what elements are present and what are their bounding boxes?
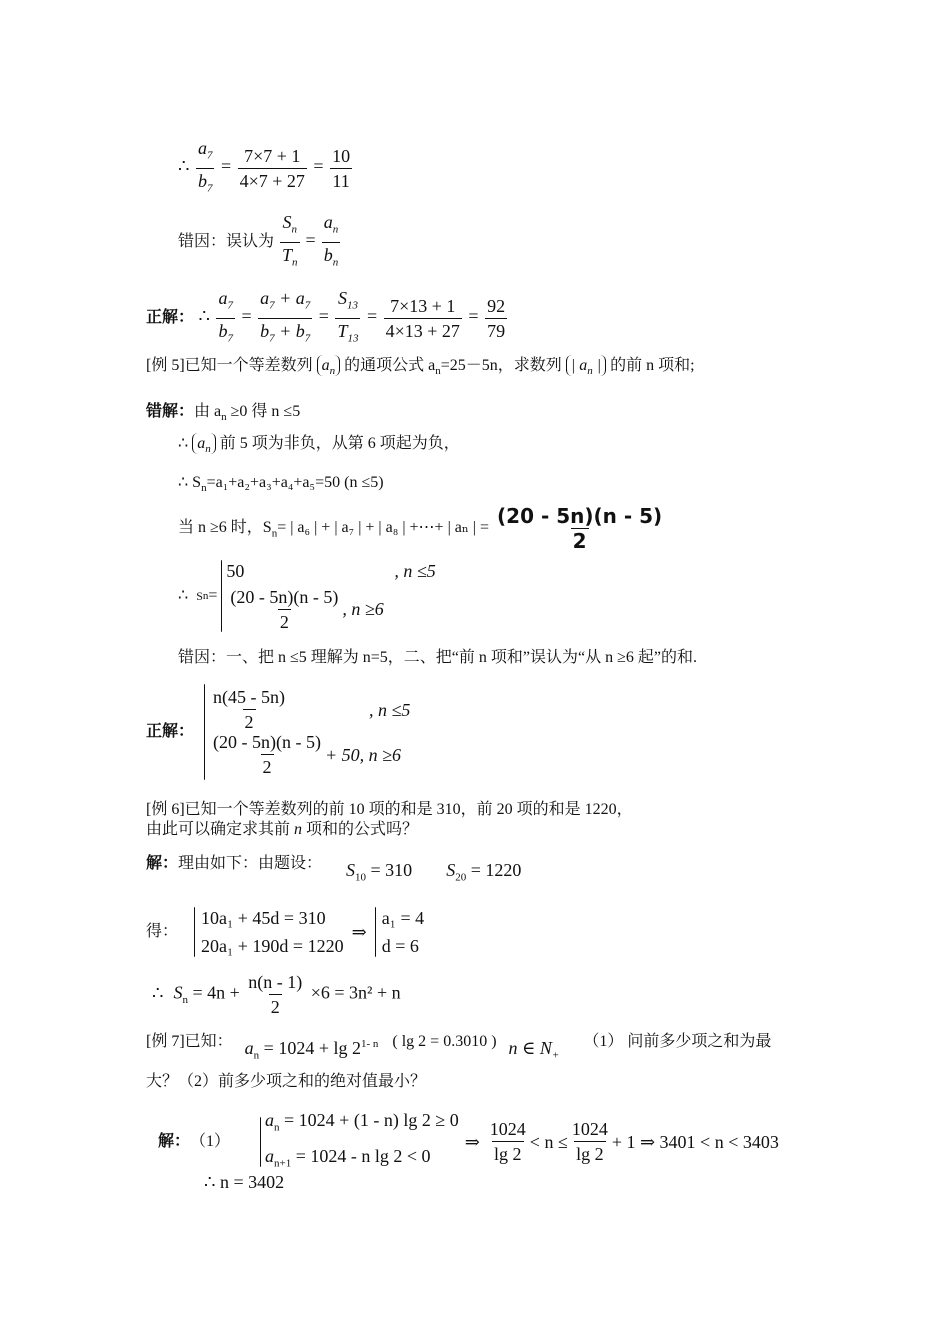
correct-solution-1: 正解： ∴ $\frac{a_7}{b_7}$ = $\frac{a_7 + a_7}{b_7 + b_7}$ = $\frac{S_{13}}{T_{13}}$ = $\frac{7\times 13 + 1}{4\times 13 + 27}$ = $\frac{92}{79}$ (146, 288, 509, 348)
wrong-step-5: ∴ S n = 50 , n ≤5 $\frac{(20 - 5n)(n - 5)}{2}$ , n ≥6 (178, 560, 436, 632)
wrong-step-3: ∴ $S_n=a_1+a_2+a_3+a_4+a_5=50$ (n ≤5) (178, 474, 384, 495)
correct-solution-5: 正解： $\frac{n(45 - 5n)}{2}$ , n ≤5 $\frac{(20 - 5n)(n - 5)}{2}$ + 50, n ≥6 (146, 684, 410, 780)
system-6: 得： 10a₁ + 45d = 310 20a₁ + 190d = 1220 ⇒ a₁ = 4 d = 6 (146, 908, 425, 956)
example-7-line2: 大？（2）前多少项之和的绝对值最小？ (146, 1073, 427, 1090)
solution-6: 解：理由如下：由题设： $S_{10} = 310$ $S_{20} = 1220$ (146, 855, 522, 884)
solution-7: 解： （1） $a_n = 1024 + (1 - n)$ lg 2 ≥ 0 $a_{n+1} = 1024 - n$ lg 2 < 0 ⇒ $\frac{1024}{\lg 2}$ < n ≤ $\frac{1024}{\lg 2}$ + 1 ⇒ 3401 < n < 3403 (158, 1110, 779, 1170)
example-7: [例 7]已知： $a_n = 1024 + \lg 2^{1- n}$ ( lg 2 = 0.3010 ) n ∈ $N_+$ （1） 问前多少项之和为最 (146, 1033, 772, 1062)
final-answer: ∴ n = 3402 (204, 1172, 285, 1192)
wrong-step-2: ∴ $a_n$ 前 5 项为非负，从第 6 项起为负， (178, 435, 460, 456)
wrong-solution-label: 错解：由 $a_n \ge 0$ 得 n ≤5 (146, 403, 301, 424)
sum-formula: ∴ $S_n = 4n$ + $\frac{n(n - 1)}{2}$ ×6 = 3n² + n (152, 972, 401, 1017)
eq-a7-b7: ∴ $\frac{a_7}{b_7}$ = $\frac{7\times 7 + 1}{4\times 7 + 27}$ = $\frac{10}{11}$ (178, 138, 354, 198)
error-cause-1: 错因：误认为 $\frac{S_n}{T_n}$ = $\frac{a_n}{b_n}$ (178, 212, 342, 272)
example-6: [例 6]已知一个等差数列的前 10 项的和是 310，前 20 项的和是 1220， 由此可以确定求其前 n 项和的公式吗？ (146, 801, 633, 838)
therefore-symbol: ∴ (178, 156, 190, 177)
error-cause-2: 错因：一、把 n ≤5 理解为 n=5，二、把“前 n 项和”误认为“从 n ≥6 起”的和. (178, 649, 697, 666)
example-5: [例 5]已知一个等差数列 $a_n$ 的通项公式 $a_n=25-5n$，求数列 | $a_n$ | 的前 n 项和; (146, 357, 695, 378)
wrong-step-4: 当 n ≥6 时，$S_n=$ | a₆ | + | a₇ | + | a₈ | +⋯+ | aₙ | = $\frac{(20 - 5n)(n - 5)}{2}$ (178, 504, 663, 553)
